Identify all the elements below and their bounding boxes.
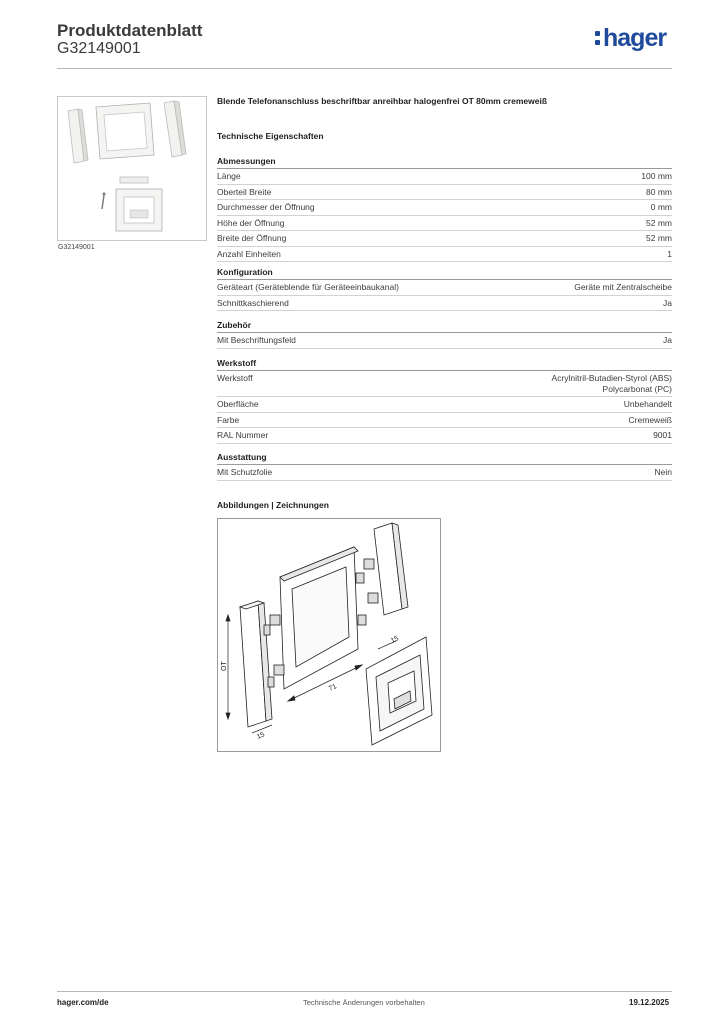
row-value: Acrylnitril-Butadien-Styrol (ABS) Polycarbonat (PC) <box>551 373 672 394</box>
row-label: Farbe <box>217 414 240 425</box>
row-value: 100 mm <box>641 171 672 181</box>
section-equipment <box>217 452 672 481</box>
section-title: Konfiguration <box>217 267 672 280</box>
table-row <box>217 413 672 429</box>
footer-notice: Technische Änderungen vorbehalten <box>303 998 425 1007</box>
technical-drawing <box>217 518 441 752</box>
logo-text: hager <box>603 24 667 52</box>
row-label: Mit Schutzfolie <box>217 467 273 477</box>
row-label: Länge <box>217 171 241 181</box>
table-row <box>217 371 672 397</box>
logo-dots-icon <box>595 31 601 49</box>
footer-website[interactable]: hager.com/de <box>57 998 109 1007</box>
table-row <box>217 333 672 349</box>
dim-15-left-label: 15 <box>255 731 266 741</box>
row-value: 52 mm <box>646 217 672 228</box>
drawings-heading: Abbildungen | Zeichnungen <box>217 500 329 510</box>
row-label: Oberteil Breite <box>217 186 272 197</box>
row-label: Durchmesser der Öffnung <box>217 202 315 212</box>
row-label: Breite der Öffnung <box>217 233 287 243</box>
section-title: Ausstattung <box>217 452 672 465</box>
product-photo-illustration <box>58 97 206 240</box>
section-accessories <box>217 320 672 349</box>
section-title: Abmessungen <box>217 156 672 169</box>
section-title: Werkstoff <box>217 358 672 371</box>
row-label: Oberfläche <box>217 399 259 409</box>
photo-caption: G32149001 <box>58 244 95 251</box>
table-row <box>217 280 672 296</box>
row-value: Nein <box>654 467 672 477</box>
row-value: Ja <box>663 297 672 308</box>
section-title: Zubehör <box>217 320 672 333</box>
row-value: Cremeweiß <box>628 414 672 425</box>
row-label: Werkstoff <box>217 373 253 383</box>
table-row <box>217 296 672 312</box>
row-label: Anzahl Einheiten <box>217 248 281 259</box>
row-label: Geräteart (Geräteblende für Geräteeinbaukanal) <box>217 282 399 292</box>
header-divider <box>57 68 672 69</box>
section-material <box>217 358 672 444</box>
dim-15-right-label: 15 <box>389 635 400 645</box>
technical-drawing-svg <box>218 519 440 751</box>
row-label: Schnittkaschierend <box>217 297 289 308</box>
table-row <box>217 200 672 216</box>
row-label: RAL Nummer <box>217 430 269 440</box>
product-description: Blende Telefonanschluss beschriftbar anreihbar halogenfrei OT 80mm cremeweiß <box>217 96 548 106</box>
dim-71-label: 71 <box>327 683 338 693</box>
footer-divider <box>57 991 672 992</box>
row-value: Unbehandelt <box>623 399 672 409</box>
row-label: Höhe der Öffnung <box>217 217 285 228</box>
row-value: 80 mm <box>646 186 672 197</box>
section-configuration <box>217 267 672 311</box>
row-value: 1 <box>667 248 672 259</box>
table-row <box>217 465 672 481</box>
table-row <box>217 397 672 413</box>
row-label: Mit Beschriftungsfeld <box>217 335 296 345</box>
table-row <box>217 185 672 201</box>
row-value: 52 mm <box>646 233 672 243</box>
hager-logo <box>595 26 675 56</box>
product-photo <box>57 96 207 241</box>
table-row <box>217 216 672 232</box>
page-title: Produktdatenblatt <box>57 21 203 40</box>
row-value: Ja <box>663 335 672 345</box>
row-value: Geräte mit Zentralscheibe <box>574 282 672 292</box>
row-value: 9001 <box>653 430 672 440</box>
section-dimensions <box>217 156 672 262</box>
table-row <box>217 247 672 263</box>
product-number: G32149001 <box>57 40 141 57</box>
table-row <box>217 428 672 444</box>
row-value: 0 mm <box>650 202 672 212</box>
table-row <box>217 169 672 185</box>
tech-properties-heading: Technische Eigenschaften <box>217 131 324 141</box>
table-row <box>217 231 672 247</box>
dim-ot-label: OT <box>221 661 228 671</box>
footer-date: 19.12.2025 <box>629 998 670 1007</box>
